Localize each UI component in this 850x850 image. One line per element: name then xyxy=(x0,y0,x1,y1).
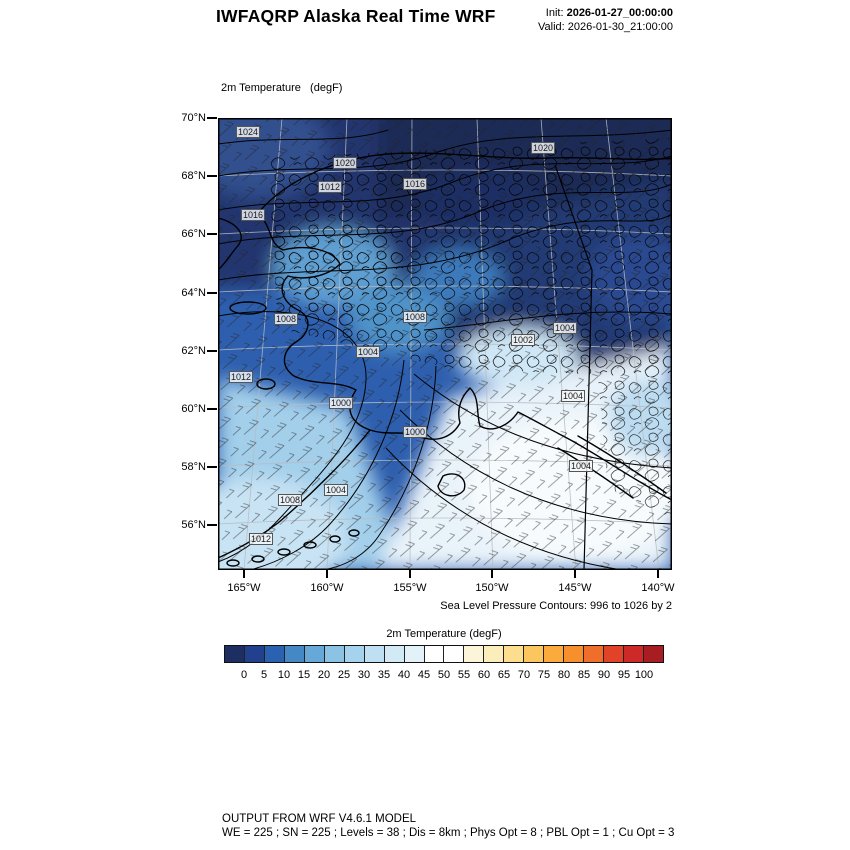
colorbar-cell xyxy=(425,646,445,662)
colorbar-tick-label: 60 xyxy=(477,669,491,681)
colorbar-cell xyxy=(464,646,484,662)
colorbar-tick-label: 85 xyxy=(577,669,591,681)
colorbar-cell xyxy=(285,646,305,662)
valid-time: Valid: 2026-01-30_21:00:00 xyxy=(538,20,673,33)
lat-tick-mark xyxy=(207,292,217,294)
run-times xyxy=(538,7,673,34)
contour-label: 1000 xyxy=(404,427,426,437)
map-canvas xyxy=(218,118,672,570)
colorbar-title: 2m Temperature (degF) xyxy=(386,628,502,640)
colorbar-tick-label: 50 xyxy=(437,669,451,681)
colorbar-cell xyxy=(405,646,425,662)
contour-label: 1004 xyxy=(570,461,592,471)
colorbar-cell xyxy=(265,646,285,662)
lon-tick-mark xyxy=(409,570,411,578)
contour-label: 1004 xyxy=(357,347,379,357)
colorbar-cell xyxy=(345,646,365,662)
lat-tick-mark xyxy=(207,466,217,468)
lat-tick-mark xyxy=(207,408,217,410)
contour-label: 1008 xyxy=(275,314,297,324)
colorbar-tick-label: 0 xyxy=(240,669,248,681)
colorbar-cell xyxy=(444,646,464,662)
lat-label: 68°N xyxy=(181,170,206,182)
lat-tick-mark xyxy=(207,117,217,119)
colorbar-cell xyxy=(245,646,265,662)
colorbar-cell xyxy=(365,646,385,662)
contour-label: 1004 xyxy=(562,391,584,401)
colorbar-cell xyxy=(564,646,584,662)
colorbar-cell xyxy=(504,646,524,662)
colorbar-cell xyxy=(225,646,245,662)
colorbar-cell xyxy=(385,646,405,662)
contour-label: 1008 xyxy=(279,495,301,505)
colorbar-cell xyxy=(325,646,345,662)
lon-label: 145°W xyxy=(558,582,592,594)
lat-label: 58°N xyxy=(181,461,206,473)
lat-label: 70°N xyxy=(181,112,206,124)
lon-tick-mark xyxy=(574,570,576,578)
contour-label: 1004 xyxy=(554,323,576,333)
colorbar-tick-label: 35 xyxy=(377,669,391,681)
colorbar-cell xyxy=(484,646,504,662)
lon-label: 140°W xyxy=(641,582,675,594)
colorbar-cell xyxy=(544,646,564,662)
colorbar-cell xyxy=(524,646,544,662)
contour-label: 1004 xyxy=(325,485,347,495)
model-info-line2: WE = 225 ; SN = 225 ; Levels = 38 ; Dis = 8km ; Phys Opt = 8 ; PBL Opt = 1 ; Cu Opt = 3 xyxy=(222,826,675,839)
colorbar-tick-label: 95 xyxy=(617,669,631,681)
model-info-line1: OUTPUT FROM WRF V4.6.1 MODEL xyxy=(222,813,417,825)
colorbar-tick-label: 75 xyxy=(537,669,551,681)
colorbar-cell xyxy=(624,646,644,662)
contour-label: 1008 xyxy=(404,312,426,322)
colorbar-tick-label: 80 xyxy=(557,669,571,681)
lat-tick-mark xyxy=(207,524,217,526)
colorbar-tick-label: 15 xyxy=(297,669,311,681)
contour-label: 1002 xyxy=(512,335,534,345)
colorbar-tick-label: 30 xyxy=(357,669,371,681)
colorbar-tick-label: 65 xyxy=(497,669,511,681)
contour-label: 1012 xyxy=(319,182,341,192)
lat-label: 62°N xyxy=(181,345,206,357)
lon-label: 165°W xyxy=(227,582,261,594)
contour-label: 1016 xyxy=(242,210,264,220)
colorbar-tick-label: 55 xyxy=(457,669,471,681)
lon-tick-mark xyxy=(243,570,245,578)
colorbar-cell xyxy=(584,646,604,662)
lon-tick-mark xyxy=(491,570,493,578)
colorbar-tick-label: 20 xyxy=(317,669,331,681)
colorbar-tick-label: 5 xyxy=(260,669,268,681)
colorbar-tick-label: 100 xyxy=(634,669,654,681)
colorbar-tick-label: 70 xyxy=(517,669,531,681)
colorbar-tick-label: 25 xyxy=(337,669,351,681)
lat-label: 60°N xyxy=(181,403,206,415)
wind-barbs xyxy=(218,118,672,570)
colorbar-cell xyxy=(604,646,624,662)
init-time: Init: 2026-01-27_00:00:00 xyxy=(545,7,673,19)
contour-label: 1020 xyxy=(532,143,554,153)
lat-tick-mark xyxy=(207,233,217,235)
page-title: IWFAQRP Alaska Real Time WRF xyxy=(216,6,496,26)
model-info xyxy=(222,813,674,841)
colorbar-cell xyxy=(305,646,325,662)
lat-label: 56°N xyxy=(181,519,206,531)
contour-label: 1016 xyxy=(404,179,426,189)
colorbar-tick-label: 10 xyxy=(277,669,291,681)
colorbar-tick-label: 90 xyxy=(597,669,611,681)
colorbar-tick-label: 40 xyxy=(397,669,411,681)
contour-label: 1000 xyxy=(330,398,352,408)
contour-label: 1024 xyxy=(237,127,259,137)
colorbar xyxy=(224,645,664,663)
lon-label: 155°W xyxy=(393,582,427,594)
map-plot xyxy=(218,118,672,570)
contour-label: 1020 xyxy=(334,158,356,168)
lat-tick-mark xyxy=(207,175,217,177)
lat-label: 64°N xyxy=(181,287,206,299)
lat-tick-mark xyxy=(207,350,217,352)
lon-label: 160°W xyxy=(310,582,344,594)
field-temperature: 2m Temperature (degF) xyxy=(221,82,343,95)
lon-label: 150°W xyxy=(475,582,509,594)
lon-tick-mark xyxy=(326,570,328,578)
colorbar-cell xyxy=(644,646,663,662)
lon-tick-mark xyxy=(657,570,659,578)
colorbar-tick-label: 45 xyxy=(417,669,431,681)
contour-label: 1012 xyxy=(230,372,252,382)
lat-label: 66°N xyxy=(181,228,206,240)
contour-note: Sea Level Pressure Contours: 996 to 1026 by 2 xyxy=(440,600,672,612)
contour-label: 1012 xyxy=(250,534,272,544)
